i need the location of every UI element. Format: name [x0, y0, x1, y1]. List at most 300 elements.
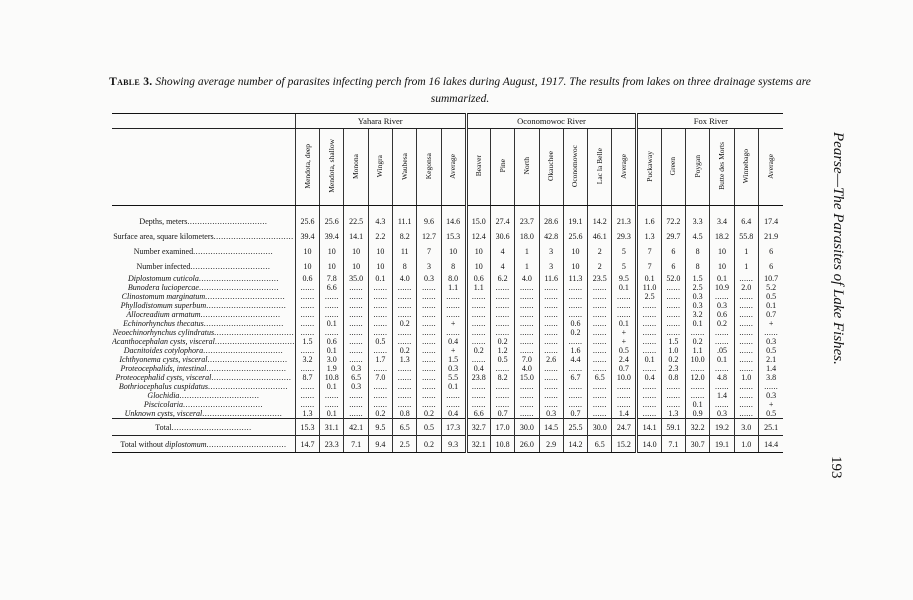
table-cell: 0.1	[686, 319, 710, 328]
table-cell: 1	[515, 259, 539, 274]
table-cell: 0.2	[710, 319, 734, 328]
parasite-table	[112, 113, 783, 453]
table-cell: ......	[539, 328, 563, 337]
table-cell: 0.5	[612, 346, 637, 355]
table-cell: 14.0	[637, 436, 661, 453]
table-cell: 0.1	[710, 355, 734, 364]
parasite-row	[112, 391, 783, 400]
table-cell: ......	[490, 364, 514, 373]
table-cell: 23.5	[588, 274, 612, 283]
row-label	[112, 292, 295, 301]
table-cell: ......	[441, 292, 466, 301]
table-cell: 10	[710, 244, 734, 259]
column-header-label: North	[521, 157, 531, 175]
table-cell: ......	[393, 301, 417, 310]
table-cell: ......	[539, 364, 563, 373]
table-cell: 52.0	[661, 274, 685, 283]
column-header-label: Wingra	[375, 154, 385, 178]
table-cell: 0.2	[417, 436, 441, 453]
table-cell: ......	[441, 391, 466, 400]
parasite-row	[112, 337, 783, 346]
column-header	[417, 129, 441, 206]
table-cell: ......	[563, 382, 587, 391]
table-cell: 1.3	[637, 229, 661, 244]
table-cell: ......	[563, 364, 587, 373]
table-cell: ......	[417, 337, 441, 346]
table-cell: 17.0	[490, 419, 514, 436]
table-cell: ......	[637, 310, 661, 319]
row-label-text: Neoechinorhynchus cylindratus	[112, 328, 215, 337]
table-cell: 1.3	[393, 355, 417, 364]
table-cell: ......	[393, 400, 417, 409]
table-cell: ......	[539, 319, 563, 328]
table-cell: 2.5	[393, 436, 417, 453]
table-cell: 7.1	[661, 436, 685, 453]
table-cell: 1.5	[686, 274, 710, 283]
table-cell: ......	[637, 337, 661, 346]
column-header-label: Poygan	[692, 154, 702, 178]
leader-dots: ................................	[206, 364, 287, 373]
table-cell: 18.2	[710, 229, 734, 244]
column-header-label: Beaver	[473, 155, 483, 177]
table-cell: 1.5	[661, 337, 685, 346]
table-cell: 19.2	[710, 419, 734, 436]
table-cell: ......	[563, 337, 587, 346]
table-cell: 9.3	[441, 436, 466, 453]
table-cell: 25.6	[295, 214, 319, 229]
row-label-text: Number infected	[136, 262, 191, 271]
table-cell: 0.3	[710, 409, 734, 419]
table-cell: ......	[393, 328, 417, 337]
table-cell: ......	[637, 301, 661, 310]
table-cell: 25.5	[563, 419, 587, 436]
table-cell: 0.5	[417, 419, 441, 436]
table-cell: ......	[734, 382, 758, 391]
column-header	[661, 129, 685, 206]
column-header	[710, 129, 734, 206]
row-label-text: Glochidia	[147, 391, 180, 400]
table-cell: 0.3	[758, 337, 783, 346]
leader-dots: ................................	[171, 422, 252, 432]
table-cell: ......	[295, 319, 319, 328]
table-cell: 0.4	[637, 373, 661, 382]
table-cell: 10	[295, 259, 319, 274]
table-cell: 23.7	[515, 214, 539, 229]
table-cell: ......	[734, 409, 758, 419]
table-cell: 25.6	[563, 229, 587, 244]
table-cell: 6.6	[320, 283, 344, 292]
table-cell: ......	[588, 400, 612, 409]
table-cell: 2.6	[539, 355, 563, 364]
table-cell: ......	[515, 319, 539, 328]
table-cell: ......	[344, 337, 368, 346]
table-cell: 3.3	[686, 214, 710, 229]
table-cell: ......	[490, 310, 514, 319]
table-cell: ......	[588, 409, 612, 419]
table-cell: ......	[393, 391, 417, 400]
table-cell: 11	[393, 244, 417, 259]
table-cell: 21.3	[612, 214, 637, 229]
table-cell: ......	[344, 400, 368, 409]
column-header	[466, 129, 490, 206]
table-cell: ......	[490, 319, 514, 328]
table-cell: ......	[295, 292, 319, 301]
table-cell: 18.0	[515, 229, 539, 244]
table-cell: ......	[466, 382, 490, 391]
table-cell: 4.5	[686, 229, 710, 244]
column-header	[612, 129, 637, 206]
parasite-row	[112, 301, 783, 310]
leader-dots: ................................	[182, 400, 263, 409]
table-cell: ......	[637, 409, 661, 419]
table-cell: ......	[417, 292, 441, 301]
table-cell: 1	[734, 244, 758, 259]
table-cell: 3.8	[758, 373, 783, 382]
table-cell: ......	[515, 283, 539, 292]
leader-dots: ................................	[214, 337, 295, 346]
table-cell: 0.2	[661, 355, 685, 364]
table-cell: 10.9	[710, 283, 734, 292]
table-cell: 8	[686, 244, 710, 259]
table-cell: ......	[466, 400, 490, 409]
column-header	[393, 129, 417, 206]
table-cell: 1.4	[758, 364, 783, 373]
table-cell: ......	[612, 301, 637, 310]
column-header-label: Winnebago	[741, 148, 751, 184]
row-label-italic: diplostomum	[165, 439, 207, 449]
table-cell: ......	[661, 310, 685, 319]
column-header	[344, 129, 368, 206]
table-cell: 2.4	[612, 355, 637, 364]
table-cell: 0.1	[368, 274, 392, 283]
table-cell: ......	[710, 400, 734, 409]
table-cell: 6.7	[563, 373, 587, 382]
column-header	[734, 129, 758, 206]
table-cell: ......	[295, 400, 319, 409]
table-cell: ......	[344, 409, 368, 419]
parasite-row	[112, 373, 783, 382]
table-cell: ......	[368, 391, 392, 400]
table-cell: 0.5	[490, 355, 514, 364]
table-cell: 0.1	[637, 274, 661, 283]
table-cell: ......	[368, 283, 392, 292]
table-cell: ......	[539, 283, 563, 292]
table-cell: ......	[417, 310, 441, 319]
table-cell: 7.8	[320, 274, 344, 283]
table-cell: 5	[612, 259, 637, 274]
table-cell: ......	[758, 328, 783, 337]
table-cell: 6.5	[344, 373, 368, 382]
table-cell: 0.5	[758, 409, 783, 419]
table-cell: 17.4	[758, 214, 783, 229]
group-header: Yahara River	[295, 114, 466, 129]
table-cell: 0.3	[686, 301, 710, 310]
table-cell: 15.3	[295, 419, 319, 436]
table-cell: 1	[515, 244, 539, 259]
row-label-text: Bothriocephalus cuspidatus	[118, 382, 208, 391]
table-cell: 7.0	[515, 355, 539, 364]
table-cell: ......	[295, 391, 319, 400]
table-cell: 12.4	[466, 229, 490, 244]
row-label-text: Proteocephalid cysts, visceral	[115, 373, 212, 382]
table-cell: 1	[734, 259, 758, 274]
table-cell: 10.0	[612, 373, 637, 382]
row-label	[112, 400, 295, 409]
table-cell: ......	[686, 391, 710, 400]
table-cell: 1.0	[661, 346, 685, 355]
table-cell: ......	[466, 391, 490, 400]
row-label-text: Unknown cysts, visceral	[124, 409, 203, 418]
table-cell: 17.3	[441, 419, 466, 436]
table-cell: 0.1	[710, 274, 734, 283]
table-cell: ......	[344, 310, 368, 319]
table-cell: 21.9	[758, 229, 783, 244]
table-cell: ......	[734, 274, 758, 283]
table-cell: 10	[368, 259, 392, 274]
table-cell: ......	[490, 391, 514, 400]
table-cell: ......	[368, 364, 392, 373]
table-cell: ......	[734, 391, 758, 400]
row-label	[112, 259, 295, 274]
row-label-text: Echinorhynchus thecatus	[123, 319, 204, 328]
table-cell: 28.6	[539, 214, 563, 229]
table-cell: ......	[563, 283, 587, 292]
table-cell: +	[758, 400, 783, 409]
row-label-text: Allocreadium armatum	[126, 310, 201, 319]
leader-dots: ................................	[203, 319, 284, 328]
table-cell: 4.0	[515, 364, 539, 373]
table-cell: ......	[417, 355, 441, 364]
table-cell: 4.0	[515, 274, 539, 283]
table-cell: 10	[710, 259, 734, 274]
table-cell: ......	[344, 391, 368, 400]
column-header-label: Pine	[497, 159, 507, 173]
table-cell: 1.3	[661, 409, 685, 419]
parasite-row	[112, 364, 783, 373]
row-label	[112, 391, 295, 400]
table-cell: 0.3	[417, 274, 441, 283]
table-cell: 0.5	[758, 292, 783, 301]
table-cell: 22.5	[344, 214, 368, 229]
table-cell: ......	[539, 337, 563, 346]
row-label-text: Phyllodistomum superbum	[120, 301, 207, 310]
table-cell: 12.7	[417, 229, 441, 244]
table-cell: 10	[344, 259, 368, 274]
table-cell: 10	[466, 244, 490, 259]
column-header-label: Oconomowoc	[570, 144, 580, 188]
table-cell: ......	[612, 400, 637, 409]
leader-dots: ................................	[198, 283, 279, 292]
parasite-row	[112, 400, 783, 409]
row-label	[112, 310, 295, 319]
table-cell: ......	[466, 328, 490, 337]
table-cell: ......	[417, 373, 441, 382]
table-cell: ......	[515, 391, 539, 400]
table-cell: ......	[661, 391, 685, 400]
table-cell: 14.7	[295, 436, 319, 453]
row-label	[112, 319, 295, 328]
table-cell: ......	[539, 346, 563, 355]
leader-dots: ................................	[207, 382, 288, 391]
table-cell: 0.1	[441, 382, 466, 391]
table-cell: ......	[344, 292, 368, 301]
column-header	[441, 129, 466, 206]
table-cell: ......	[393, 382, 417, 391]
table-cell: 7	[637, 244, 661, 259]
table-cell: ......	[539, 391, 563, 400]
column-header	[588, 129, 612, 206]
table-cell: ......	[661, 328, 685, 337]
table-cell: +	[612, 328, 637, 337]
table-cell: ......	[490, 292, 514, 301]
table-cell: ......	[539, 301, 563, 310]
table-cell: ......	[417, 391, 441, 400]
table-cell: 10.8	[320, 373, 344, 382]
table-cell: ......	[515, 337, 539, 346]
table-cell: ......	[661, 301, 685, 310]
table-cell: ......	[344, 346, 368, 355]
table-cell: 6	[661, 244, 685, 259]
column-header-label: Average	[766, 153, 776, 179]
table-cell: ......	[661, 319, 685, 328]
table-cell: 1.1	[466, 283, 490, 292]
table-cell: 14.1	[637, 419, 661, 436]
row-label-text: Bunodera luciopercae	[127, 283, 199, 292]
table-cell: ......	[466, 337, 490, 346]
row-label-text: Acanthocephalan cysts, visceral	[112, 337, 215, 346]
row-label-text: Clinostomum marginatum	[121, 292, 206, 301]
leader-dots: ................................	[190, 262, 271, 271]
table-cell: ......	[368, 319, 392, 328]
parasite-row	[112, 283, 783, 292]
table-cell: 0.3	[758, 391, 783, 400]
table-cell: 15.3	[441, 229, 466, 244]
table-cell: 1.7	[368, 355, 392, 364]
table-cell: ......	[588, 346, 612, 355]
table-cell: ......	[344, 355, 368, 364]
table-cell: 11.1	[393, 214, 417, 229]
row-label	[112, 244, 295, 259]
table-cell: 5.5	[441, 373, 466, 382]
table-cell: ......	[441, 328, 466, 337]
table-cell: 0.2	[686, 337, 710, 346]
table-cell: ......	[612, 292, 637, 301]
table-cell: 0.3	[344, 382, 368, 391]
table-cell: 0.4	[441, 337, 466, 346]
leader-dots: ................................	[214, 328, 295, 337]
table-cell: ......	[368, 292, 392, 301]
column-header-label: Kegonsa	[423, 152, 433, 180]
table-cell: 59.1	[661, 419, 685, 436]
table-cell: 23.3	[320, 436, 344, 453]
table-cell: 0.1	[320, 346, 344, 355]
table-cell: 1.2	[490, 346, 514, 355]
table-cell: 3	[417, 259, 441, 274]
table-cell: ......	[563, 400, 587, 409]
parasite-row	[112, 409, 783, 419]
column-header-label: Puckaway	[644, 150, 654, 182]
table-cell: 4	[490, 244, 514, 259]
leader-dots: ................................	[179, 391, 260, 400]
page-number: 193	[828, 456, 844, 479]
table-cell: 6	[758, 259, 783, 274]
table-cell: 15.2	[612, 436, 637, 453]
table-cell: 39.4	[295, 229, 319, 244]
table-cell: ......	[320, 310, 344, 319]
table-cell: ......	[490, 301, 514, 310]
column-header-label: Average	[448, 153, 458, 179]
table-cell: 6.5	[588, 373, 612, 382]
table-cell: ......	[417, 364, 441, 373]
table-cell: ......	[515, 382, 539, 391]
table-cell: ......	[344, 301, 368, 310]
table-cell: ......	[295, 301, 319, 310]
table-cell: ......	[295, 328, 319, 337]
column-header	[490, 129, 514, 206]
table-cell: 29.7	[661, 229, 685, 244]
table-cell: ......	[734, 301, 758, 310]
table-cell: 0.2	[466, 346, 490, 355]
table-cell: +	[612, 337, 637, 346]
table-cell: ......	[588, 391, 612, 400]
table-cell: ......	[539, 310, 563, 319]
table-cell: ......	[490, 382, 514, 391]
table-cell: 2.5	[637, 292, 661, 301]
table-cell: 0.2	[393, 319, 417, 328]
table-cell: 1.0	[734, 436, 758, 453]
leader-dots: ................................	[187, 217, 268, 226]
table-cell: ......	[320, 292, 344, 301]
table-cell: ......	[368, 310, 392, 319]
table-cell: ......	[417, 400, 441, 409]
column-header	[563, 129, 587, 206]
total-row	[112, 419, 783, 436]
table-cell: 3	[539, 244, 563, 259]
table-cell: 2.9	[539, 436, 563, 453]
table-cell: 8.2	[490, 373, 514, 382]
table-caption-text: Showing average number of parasites infecting perch from 16 lakes during August, 1917. The results from lakes on three drainage systems are summarized.	[155, 76, 811, 105]
table-cell: 0.5	[758, 346, 783, 355]
table-cell: 42.8	[539, 229, 563, 244]
row-label	[112, 337, 295, 346]
table-cell: 0.6	[320, 337, 344, 346]
table-cell: ......	[588, 283, 612, 292]
table-cell: ......	[637, 364, 661, 373]
row-label	[112, 373, 295, 382]
table-cell: 0.6	[710, 310, 734, 319]
row-label-text: Ichthyonema cysts, visceral	[119, 355, 208, 364]
table-cell: ......	[661, 382, 685, 391]
table-cell: 2.2	[368, 229, 392, 244]
table-cell: 10	[441, 244, 466, 259]
table-label: Table 3.	[109, 76, 153, 88]
table-cell: 0.3	[344, 364, 368, 373]
main-row	[112, 229, 783, 244]
table-cell: 10	[466, 259, 490, 274]
table-cell: 30.0	[588, 419, 612, 436]
table-cell: 10.7	[758, 274, 783, 283]
table-cell: 0.7	[612, 364, 637, 373]
table-cell: 8.2	[393, 229, 417, 244]
table-cell: 42.1	[344, 419, 368, 436]
parasite-row	[112, 292, 783, 301]
table-cell: 35.0	[344, 274, 368, 283]
table-cell: ......	[466, 319, 490, 328]
leader-dots: ................................	[193, 247, 274, 256]
column-header	[637, 129, 661, 206]
table-cell: ......	[588, 364, 612, 373]
table-cell: 0.3	[539, 409, 563, 419]
